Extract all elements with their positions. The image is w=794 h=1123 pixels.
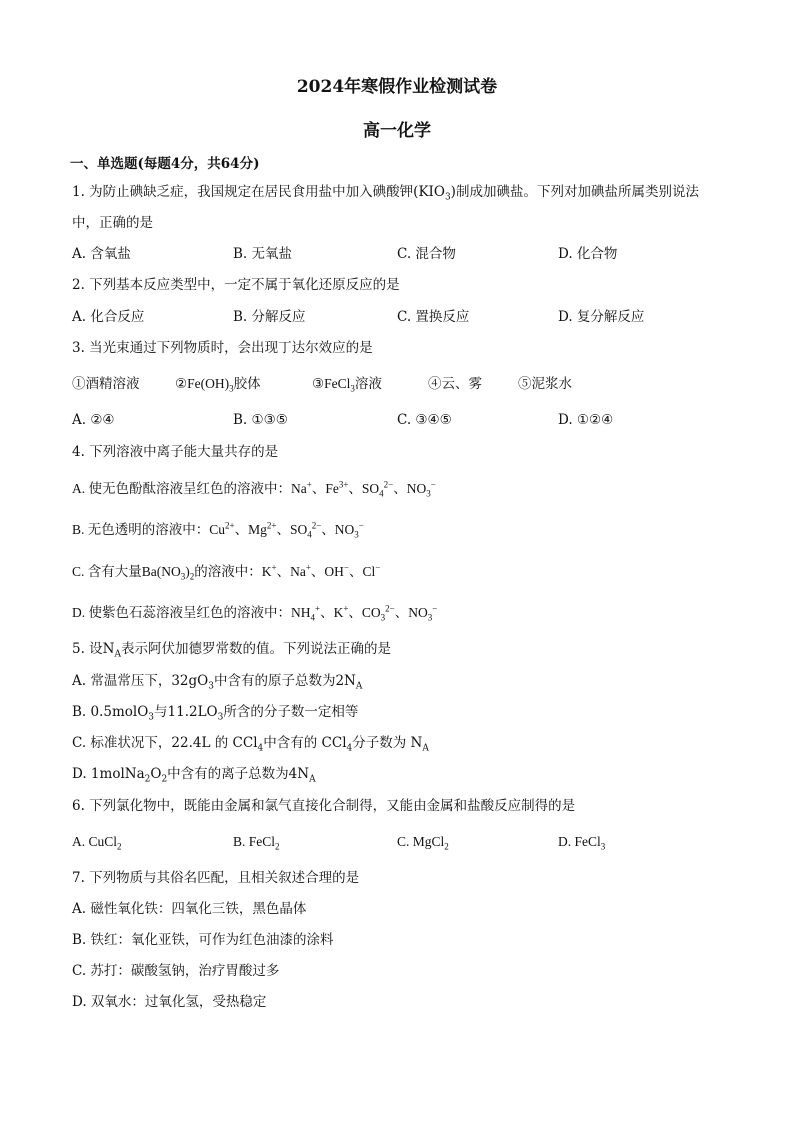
q5-option-a: A. 常温常压下，$32gO_3$中含有的原子总数为$2N_A$ [72, 673, 363, 692]
question-1-stem: 1. 为防止碘缺乏症，我国规定在居民食用盐中加入碘酸钾$(KIO_3)$制成加碘盐。下列对加碘盐所属类别说法 [72, 184, 699, 203]
q3-item-2: $②Fe(OH)_3$胶体 [175, 376, 261, 394]
question-4-stem: 4. 下列溶液中离子能大量共存的是 [72, 444, 279, 460]
q5-option-d: D. $1molNa_2O_2$中含有的离子总数为$4N_A$ [72, 766, 316, 785]
q3-option-a: A. ②④ [72, 412, 115, 428]
q1-option-c: C. 混合物 [397, 246, 456, 262]
q5-option-b: B. 0.5molO$_3$与$11.2LO_3$所含的分子数一定相等 [72, 704, 359, 723]
q5-option-c: C. 标准状况下，22.4L 的 CCl$_4$中含有的 CCl$_4$分子数为 $N_A$ [72, 735, 429, 754]
q3-option-c: C. ③④⑤ [397, 412, 452, 428]
q4-option-b: B. 无色透明的溶液中：$Cu^{2+}$、$Mg^{2+}$、$SO_4^{2-}$、$NO_3^-$ [72, 520, 364, 540]
q1-option-a: A. 含氧盐 [72, 246, 131, 262]
section-heading: 一、单选题(每题4分，共64分) [70, 156, 260, 172]
question-1-stem-cont: 中，正确的是 [72, 215, 153, 231]
q3-item-1: ①酒精溶液 [72, 376, 140, 392]
q3-option-d: D. ①②④ [558, 412, 614, 428]
q7-option-b: B. 铁红：氧化亚铁，可作为红色油漆的涂料 [72, 932, 334, 948]
q6-option-d: D. FeCl$_3$ [558, 834, 606, 852]
q4-option-c: C. 含有大量$Ba(NO_3)_2$的溶液中：K+、Na+、OH−、Cl− [72, 562, 381, 582]
q2-option-a: A. 化合反应 [72, 309, 145, 325]
q1-option-b: B. 无氧盐 [233, 246, 293, 262]
q7-option-c: C. 苏打：碳酸氢钠，治疗胃酸过多 [72, 963, 280, 979]
question-6-stem: 6. 下列氯化物中，既能由金属和氯气直接化合制得，又能由金属和盐酸反应制得的是 [72, 798, 576, 814]
q1-option-d: D. 化合物 [558, 246, 618, 262]
q7-option-d: D. 双氧水：过氧化氢，受热稳定 [72, 994, 267, 1010]
q3-item-4: ④云、雾 [428, 376, 482, 392]
q2-option-c: C. 置换反应 [397, 309, 470, 325]
page-title: 2024年寒假作业检测试卷 [296, 77, 498, 97]
q2-option-d: D. 复分解反应 [558, 309, 645, 325]
q2-option-b: B. 分解反应 [233, 309, 306, 325]
question-5-stem: 5. 设$N_A$表示阿伏加德罗常数的值。下列说法正确的是 [72, 641, 391, 660]
q3-item-5: ⑤泥浆水 [518, 376, 572, 392]
q6-option-b: B. FeCl$_2$ [233, 834, 280, 852]
question-2-stem: 2. 下列基本反应类型中，一定不属于氧化还原反应的是 [72, 277, 400, 293]
q7-option-a: A. 磁性氧化铁：四氧化三铁，黑色晶体 [72, 901, 307, 917]
q4-option-d: D. 使紫色石蕊溶液呈红色的溶液中：$NH_4^+$、K+、$CO_3^{2-}$、$NO_3^-$ [72, 603, 438, 623]
q4-option-a: A. 使无色酚酞溶液呈红色的溶液中：Na+、$Fe^{3+}$、$SO_4^{2-}$、$NO_3^-$ [72, 479, 436, 499]
q6-option-c: C. MgCl$_2$ [397, 834, 449, 852]
q3-option-b: B. ①③⑤ [233, 412, 288, 428]
question-3-stem: 3. 当光束通过下列物质时，会出现丁达尔效应的是 [72, 340, 373, 356]
q3-item-3: ③FeCl$_3$溶液 [312, 376, 382, 394]
question-7-stem: 7. 下列物质与其俗名匹配，且相关叙述合理的是 [72, 870, 360, 886]
q6-option-a: A. CuCl$_2$ [72, 834, 122, 852]
page-subtitle: 高一化学 [363, 121, 431, 141]
